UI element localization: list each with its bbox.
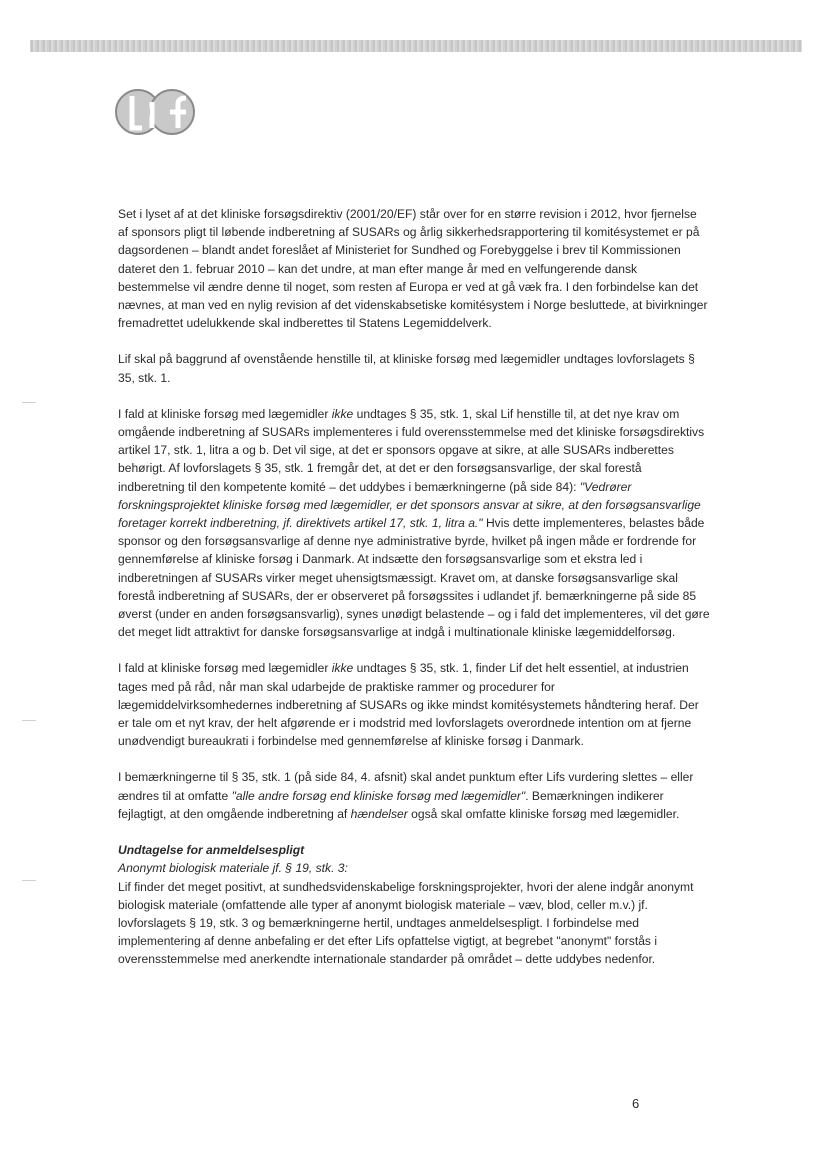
paragraph-3: I fald at kliniske forsøg med lægemidler ikke undtages § 35, stk. 1, skal Lif henstille til, at det nye krav om omgående indberetning af SUSARs implementeres i fuld overensstemmelse med det kliniske forsøgsdirektivs artikel 17, stk. 1, litra a og b. Det vil sige, at det er sponsors opgave at sikre, at alle SUSARs indberettes behørigt. Af lovforslagets § 35, stk. 1 fremgår det, at det er den forsøgsansvarlige, der skal forestå indberetning til den kompetente komité – det uddybes i bemærkningerne (på side 84): "Vedrører forskningsprojektet kliniske forsøg med lægemidler, er det sponsors ansvar at sikre, at den forsøgsansvarlige foretager korrekt indberetning, jf. direktivets artikel 17, stk. 1, litra a." Hvis dette implementeres, belastes både sponsor og den forsøgsansvarlige af denne nye administrative byrde, hvilket på ingen måde er fordrende for gennemførelse af kliniske forsøg i Danmark. At indsætte den forsøgsansvarlige som et ekstra led i indberetningen af SUSARs virker meget uhensigtsmæssigt. Kravet om, at danske forsøgsansvarlige skal forestå indberetning af SUSARs, der er observeret på forsøgssites i udlandet jf. bemærkningerne på side 85 øverst (under en anden forsøgsansvarlig), synes unødigt belastende – og i fald det implementeres, vil det gøre det meget lidt attraktivt for danske forsøgsansvarlige at indgå i multinationale kliniske lægemiddelforsøg. xyxy=(118,406,710,640)
paragraph-5: I bemærkningerne til § 35, stk. 1 (på side 84, 4. afsnit) skal andet punktum efter Lifs vurdering slettes – eller ændres til at omfatte "alle andre forsøg end kliniske forsøg med lægemidler". Bemærkningen indikerer fejlagtigt, at den omgående indberetning af hændelser også skal omfatte kliniske forsøg med lægemidler. xyxy=(118,770,694,821)
paragraph-2: Lif skal på baggrund af ovenstående henstille til, at kliniske forsøg med lægemidler undtages lovforslagets § 35, stk. 1. xyxy=(118,352,695,385)
section-heading: Undtagelse for anmeldelsespligt xyxy=(118,843,305,858)
lif-logo xyxy=(112,84,202,140)
margin-mark xyxy=(22,720,36,721)
paragraph-1: Set i lyset af at det kliniske forsøgsdirektiv (2001/20/EF) står over for en større revision i 2012, hvor fjernelse af sponsors pligt til løbende indberetning af SUSARs og årlig sikkerhedsrapportering til komitésystemet er på dagsordenen – blandt andet foreslået af Ministeriet for Sundhed og Forebyggelse i brev til Kommissionen dateret den 1. februar 2010 – kan det undre, at man efter mange år med en velfungerende dansk bestemmelse vil ændre denne til noget, som resten af Europa er ved at gå væk fra. I den forbindelse kan det nævnes, at man ved en nylig revision af det videnskabsetiske komitésystem i Norge besluttede, at bivirkninger fremadrettet udelukkende skal indberettes til Statens Legemiddelverk. xyxy=(118,207,708,331)
page-number: 6 xyxy=(632,1096,640,1111)
lif-logo-icon xyxy=(112,84,202,140)
margin-mark xyxy=(22,880,36,881)
paragraph-4: I fald at kliniske forsøg med lægemidler ikke undtages § 35, stk. 1, finder Lif det helt essentiel, at industrien tages med på råd, når man skal udarbejde de praktiske rammer og procedurer for lægemiddelvirksomhedernes indberetning af SUSARs og ikke mindst komitésystemets håndtering heraf. Der er tale om et nyt krav, der helt afgørende er i modstrid med lovforslagets overordnede intention om at fjerne unødvendigt bureaukrati i forbindelse med gennemførelse af kliniske forsøg i Danmark. xyxy=(118,661,699,749)
section-body: Lif finder det meget positivt, at sundhedsvidenskabelige forskningsprojekter, hvori der alene indgår anonymt biologisk materiale (omfattende alle typer af anonymt biologisk materiale – væv, blod, celler m.v.) jf. lovforslagets § 19, stk. 3 og bemærkningerne hertil, undtages anmeldelsespligt. I forbindelse med implementering af denne anbefaling er det efter Lifs opfattelse vigtigt, at begrebet "anonymt" forstås i overensstemmelse med anerkendte internationale standarder på området – dette uddybes nedenfor. xyxy=(118,879,694,967)
scan-artifact-bar xyxy=(30,40,802,52)
section-subheading: Anonymt biologisk materiale jf. § 19, stk. 3: xyxy=(118,861,348,876)
document-body xyxy=(118,205,710,969)
margin-mark xyxy=(22,402,36,403)
